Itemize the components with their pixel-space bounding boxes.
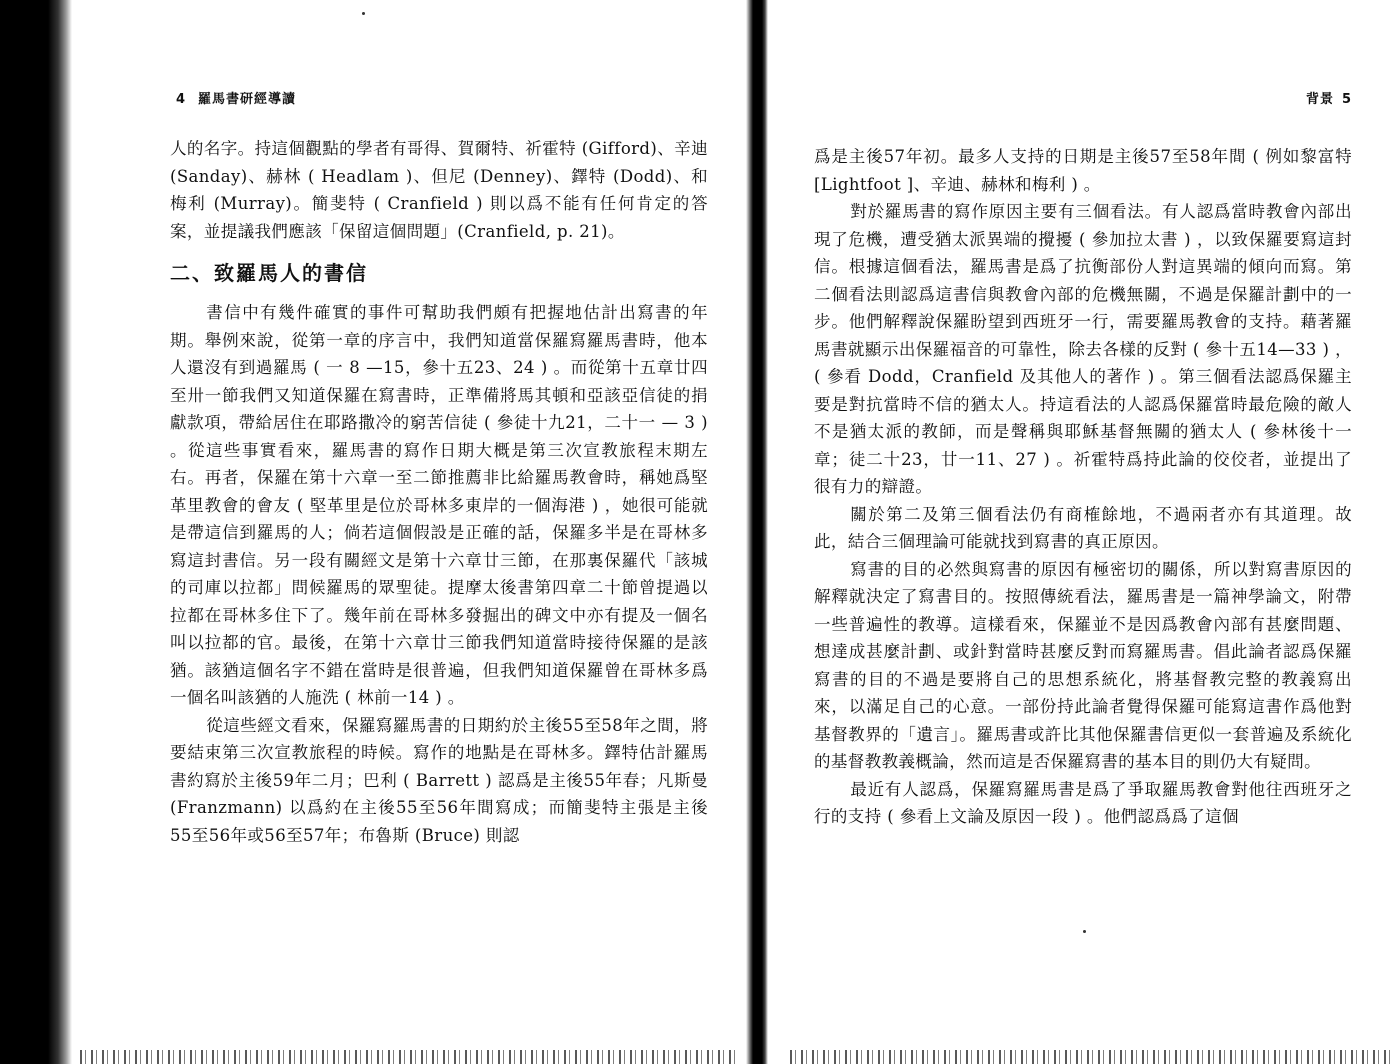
right-paragraph: 對於羅馬書的寫作原因主要有三個看法。有人認爲當時教會內部出現了危機，遭受猶太派異端的攪擾 ( 參加拉太書 ) ，以致保羅要寫這封信。根據這個看法，羅馬書是爲了抗衡部份人對這異端的傾向而寫。第二個看法則認爲這書信與教會內部的危機無關，不過是保羅計劃中的一步。他們解釋說保羅盼望到西班牙一行，需要羅馬教會的支持。藉著羅馬書就顯示出保羅福音的可靠性，除去各樣的反對 ( 參十五14—33 ) ，( 參看 Dodd，Cranfield 及其他人的著作 ) 。第三個看法認爲保羅主要是對抗當時不信的猶太人。持這看法的人認爲保羅當時最危險的敵人不是猶太派的教師，而是聲稱與耶穌基督無關的猶太人 ( 參林後十一章；徒二十23，廿一11、27 ) 。祈霍特爲持此論的佼佼者，並提出了很有力的辯證。 [814,202,1352,496]
left-page-number: 4 [176,92,187,107]
book-gutter [746,0,768,1064]
left-paragraph-continued: 人的名字。持這個觀點的學者有哥得、賀爾特、祈霍特 (Gifford)、辛迪 (Sanday)、赫林 ( Headlam )、但尼 (Denney)、鐸特 (Dodd)、和梅利 (Murray)。簡斐特 ( Cranfield ) 則以爲不能有任何肯定的答案，並提議我們應該「保留這個問題」(Cranfield, p. 21)。 [170,139,708,241]
right-page-number: 5 [1341,92,1352,107]
left-paragraph: 從這些經文看來，保羅寫羅馬書的日期約於主後55至58年之間，將要結束第三次宣教旅程的時候。寫作的地點是在哥林多。鐸特估計羅馬書約寫於主後59年二月；巴利 ( Barrett ) 認爲是主後55年春；凡斯曼 (Franzmann) 以爲約在主後55至56年間寫成；而簡斐特主張是主後55至56年或56至57年；布魯斯 (Bruce) 則認 [170,715,708,845]
right-paragraph: 寫書的目的必然與寫書的原因有極密切的關係，所以對寫書原因的解釋就決定了寫書目的。按照傳統看法，羅馬書是一篇神學論文，附帶一些普遍性的教導。這樣看來，保羅並不是因爲教會內部有甚麼問題、想達成甚麼計劃、或針對當時甚麼反對而寫羅馬書。倡此論者認爲保羅寫書的目的不過是要將自己的思想系統化，將基督教完整的教義寫出來，以滿足自己的心意。一部份持此論者覺得保羅可能寫這書作爲他對基督教界的「遺言」。羅馬書或許比其他保羅書信更似一套普遍及系統化的基督教教義概論，然而這是否保羅寫書的基本目的則仍大有疑問。 [814,559,1352,771]
scan-speck [1083,930,1086,933]
right-paragraph-continued: 爲是主後57年初。最多人支持的日期是主後57至58年間 ( 例如黎富特 [Lightfoot ]、辛迪、赫林和梅利 ) 。 [814,147,1352,194]
right-page [768,0,1400,1064]
left-running-head-title: 羅馬書研經導讀 [198,92,297,107]
left-paragraph: 書信中有幾件確實的事件可幫助我們頗有把握地估計出寫書的年期。舉例來說，從第一章的序言中，我們知道當保羅寫羅馬書時，他本人還沒有到過羅馬 ( 一 8 —15，參十五23、24 ) 。而從第十五章廿四至卅一節我們又知道保羅在寫書時，正準備將馬其頓和亞該亞信徒的捐獻款項，帶給居住在耶路撒冷的窮苦信徒 ( 參徒十九21，二十一 — 3 ) 。從這些事實看來，羅馬書的寫作日期大概是第三次宣教旅程末期左右。再者，保羅在第十六章一至二節推薦非比給羅馬教會時，稱她爲堅革里教會的會友 ( 堅革里是位於哥林多東岸的一個海港 ) ，她很可能就是帶這信到羅馬的人；倘若這個假設是正確的話，保羅多半是在哥林多寫這封書信。另一段有關經文是第十六章廿三節，在那裏保羅代「該城的司庫以拉都」問候羅馬的眾聖徒。提摩太後書第四章二十節曾提過以拉都在哥林多住下了。幾年前在哥林多發掘出的碑文中亦有提及一個名叫以拉都的官。最後，在第十六章廿三節我們知道當時接待保羅的是該猶。該猶這個名字不錯在當時是很普遍，但我們知道保羅曾在哥林多爲一個名叫該猶的人施洗 ( 林前一14 ) 。 [170,303,708,707]
right-paragraph: 最近有人認爲，保羅寫羅馬書是爲了爭取羅馬教會對他往西班牙之行的支持 ( 參看上文論及原因一段 ) 。他們認爲爲了這個 [814,779,1352,826]
left-running-head [176,88,296,107]
right-paragraph: 關於第二及第三個看法仍有商榷餘地，不過兩者亦有其道理。故此，結合三個理論可能就找到寫書的真正原因。 [814,504,1352,551]
section-heading: 二、致羅馬人的書信 [170,261,368,285]
right-running-head-title: 背景 [1305,92,1334,107]
left-body-text [170,135,708,849]
right-running-head [1306,88,1352,107]
right-body-text [814,143,1352,831]
scan-speck [362,12,365,15]
